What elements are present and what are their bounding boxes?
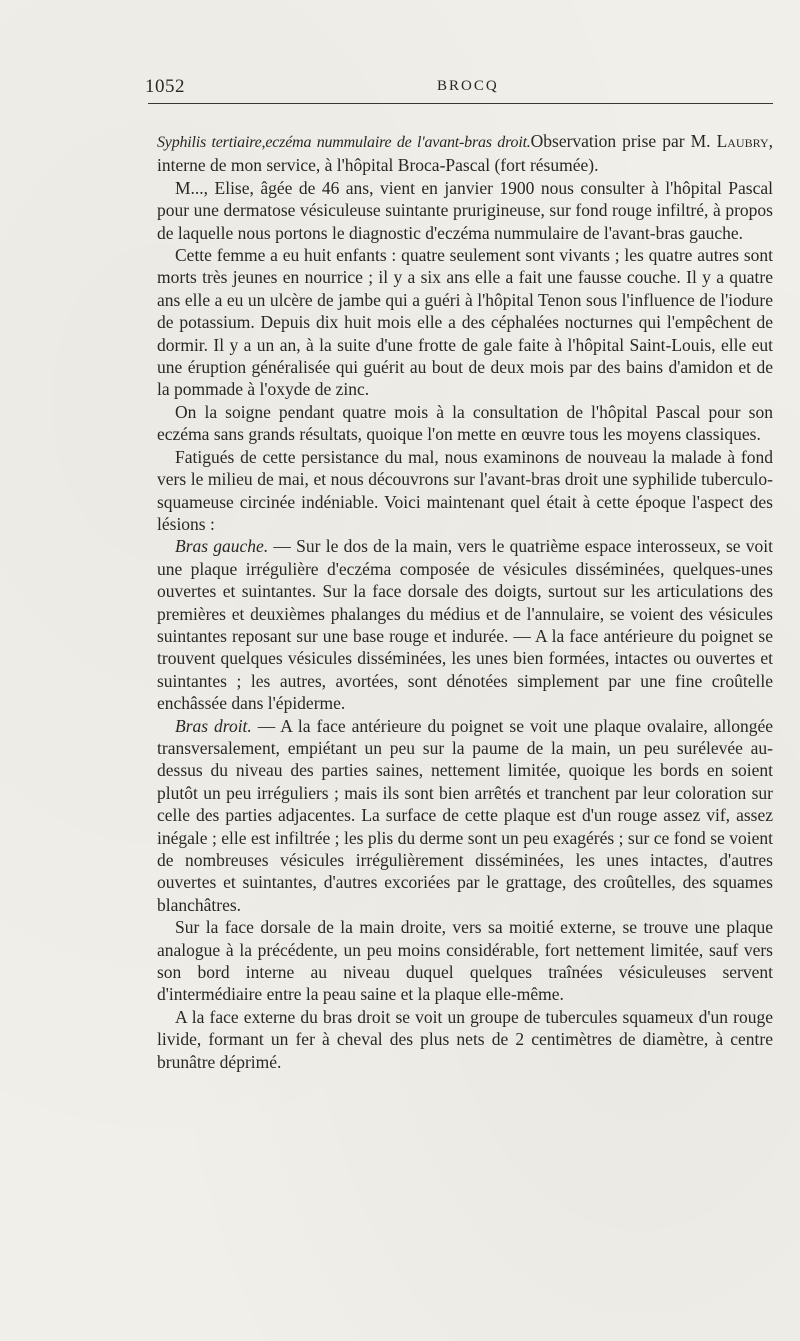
page-header — [145, 76, 775, 102]
left-arm-text: — Sur le dos de la main, vers le quatrième espace interosseux, se voit une plaque irrégulière d'eczéma composée de vésicules disséminées, quelques-unes ouvertes et suintantes. Sur la face dorsale des doigts, surtout sur les articulations des premières et deuxièmes phalanges du médius et de l'annulaire, se voient des vésicules suintantes reposant sur une base rouge et indurée. — A la face antérieure du poignet se trouvent quelques vésicules disséminées, les unes bien formées, intactes ou ouvertes et suintantes ; les autres, avortées, sont dénotées simplement par une fine croûtelle enchâssée dans l'épiderme. — [157, 536, 773, 714]
observation-title-end: , interne de mon service, à l'hôpital Broca-Pascal (fort résumée). — [157, 131, 773, 176]
paragraph-patient-history: M..., Elise, âgée de 46 ans, vient en janvier 1900 nous consulter à l'hôpital Pascal pour une dermatose vésiculeuse suintante prurigineuse, sur fond rouge infiltré, à propos de laquelle nous portons le diagnostic d'eczéma nummulaire de l'avant-bras gauche. — [157, 177, 773, 243]
header-rule — [148, 103, 773, 104]
page-number: 1052 — [145, 76, 185, 97]
running-head: BROCQ — [437, 78, 499, 94]
paragraph-treatment: On la soigne pendant quatre mois à la consultation de l'hôpital Pascal pour son eczéma sans grands résultats, quoique l'on mette en œuvre tous les moyens classiques. — [157, 401, 773, 445]
observation-title-italic: Syphilis tertiaire,eczéma nummulaire de l'avant-bras droit. — [157, 134, 531, 151]
paragraph-discovery: Fatigués de cette persistance du mal, nous examinons de nouveau la malade à fond vers le milieu de mai, et nous découvrons sur l'avant-bras droit une syphilide tuberculo-squameuse circinée indéniable. Voici maintenant quel était à cette époque l'aspect des lésions : — [157, 446, 773, 534]
paragraph-right-arm — [157, 715, 773, 917]
paragraph-right-hand: Sur la face dorsale de la main droite, vers sa moitié externe, se trouve une plaque analogue à la précédente, un peu moins considérable, fort nettement limitée, sauf vers son bord interne au niveau duquel quelques traînées vésiculeuses servent d'intermédiaire entre la peau saine et la plaque elle-même. — [157, 917, 773, 1005]
body-text — [157, 130, 773, 1073]
right-arm-text: — A la face antérieure du poignet se voit une plaque ovalaire, allongée transversalement, empiétant un peu sur la paume de la main, un peu surélevée au-dessus du niveau des parties saines, nettement limitée, quoique les bords en soient plutôt un peu irréguliers ; mais ils sont bien arrêtés et tranchent par leur coloration sur celle des parties adjacentes. La surface de cette plaque est d'un rouge assez vif, assez inégale ; elle est infiltrée ; les plis du derme sont un peu exagérés ; sur ce fond se voient de nombreuses vésicules irrégulièrement disséminées, les unes intactes, d'autres ouvertes et suintantes, d'autres excoriées par le grattage, des croûtelles, des squames blanchâtres. — [157, 715, 773, 915]
right-arm-label: Bras droit. — [175, 715, 252, 736]
observation-title — [157, 130, 773, 177]
paragraph-right-arm-tubercles: A la face externe du bras droit se voit un groupe de tubercules squameux d'un rouge livide, formant un fer à cheval des plus nets de 2 centimètres de diamètre, à centre brunâtre déprimé. — [157, 1006, 773, 1072]
paragraph-left-arm — [157, 535, 773, 714]
paragraph-antecedents: Cette femme a eu huit enfants : quatre seulement sont vivants ; les quatre autres sont morts très jeunes en nourrice ; il y a six ans elle a fait une fausse couche. Il y a quatre ans elle a eu un ulcère de jambe qui a guéri à l'hôpital Tenon sous l'influence de l'iodure de potassium. Depuis dix huit mois elle a des céphalées nocturnes qui l'empêchent de dormir. Il y a un an, à la suite d'une frotte de gale faite à l'hôpital Saint-Louis, elle eut une éruption généralisée qui guérit au bout de deux mois par des bains d'amidon et de la pommade à l'oxyde de zinc. — [157, 245, 773, 400]
observation-title-rest: Observation prise par M. — [530, 131, 717, 151]
left-arm-label: Bras gauche. — [175, 536, 269, 557]
author-name: Laubry — [716, 131, 769, 151]
